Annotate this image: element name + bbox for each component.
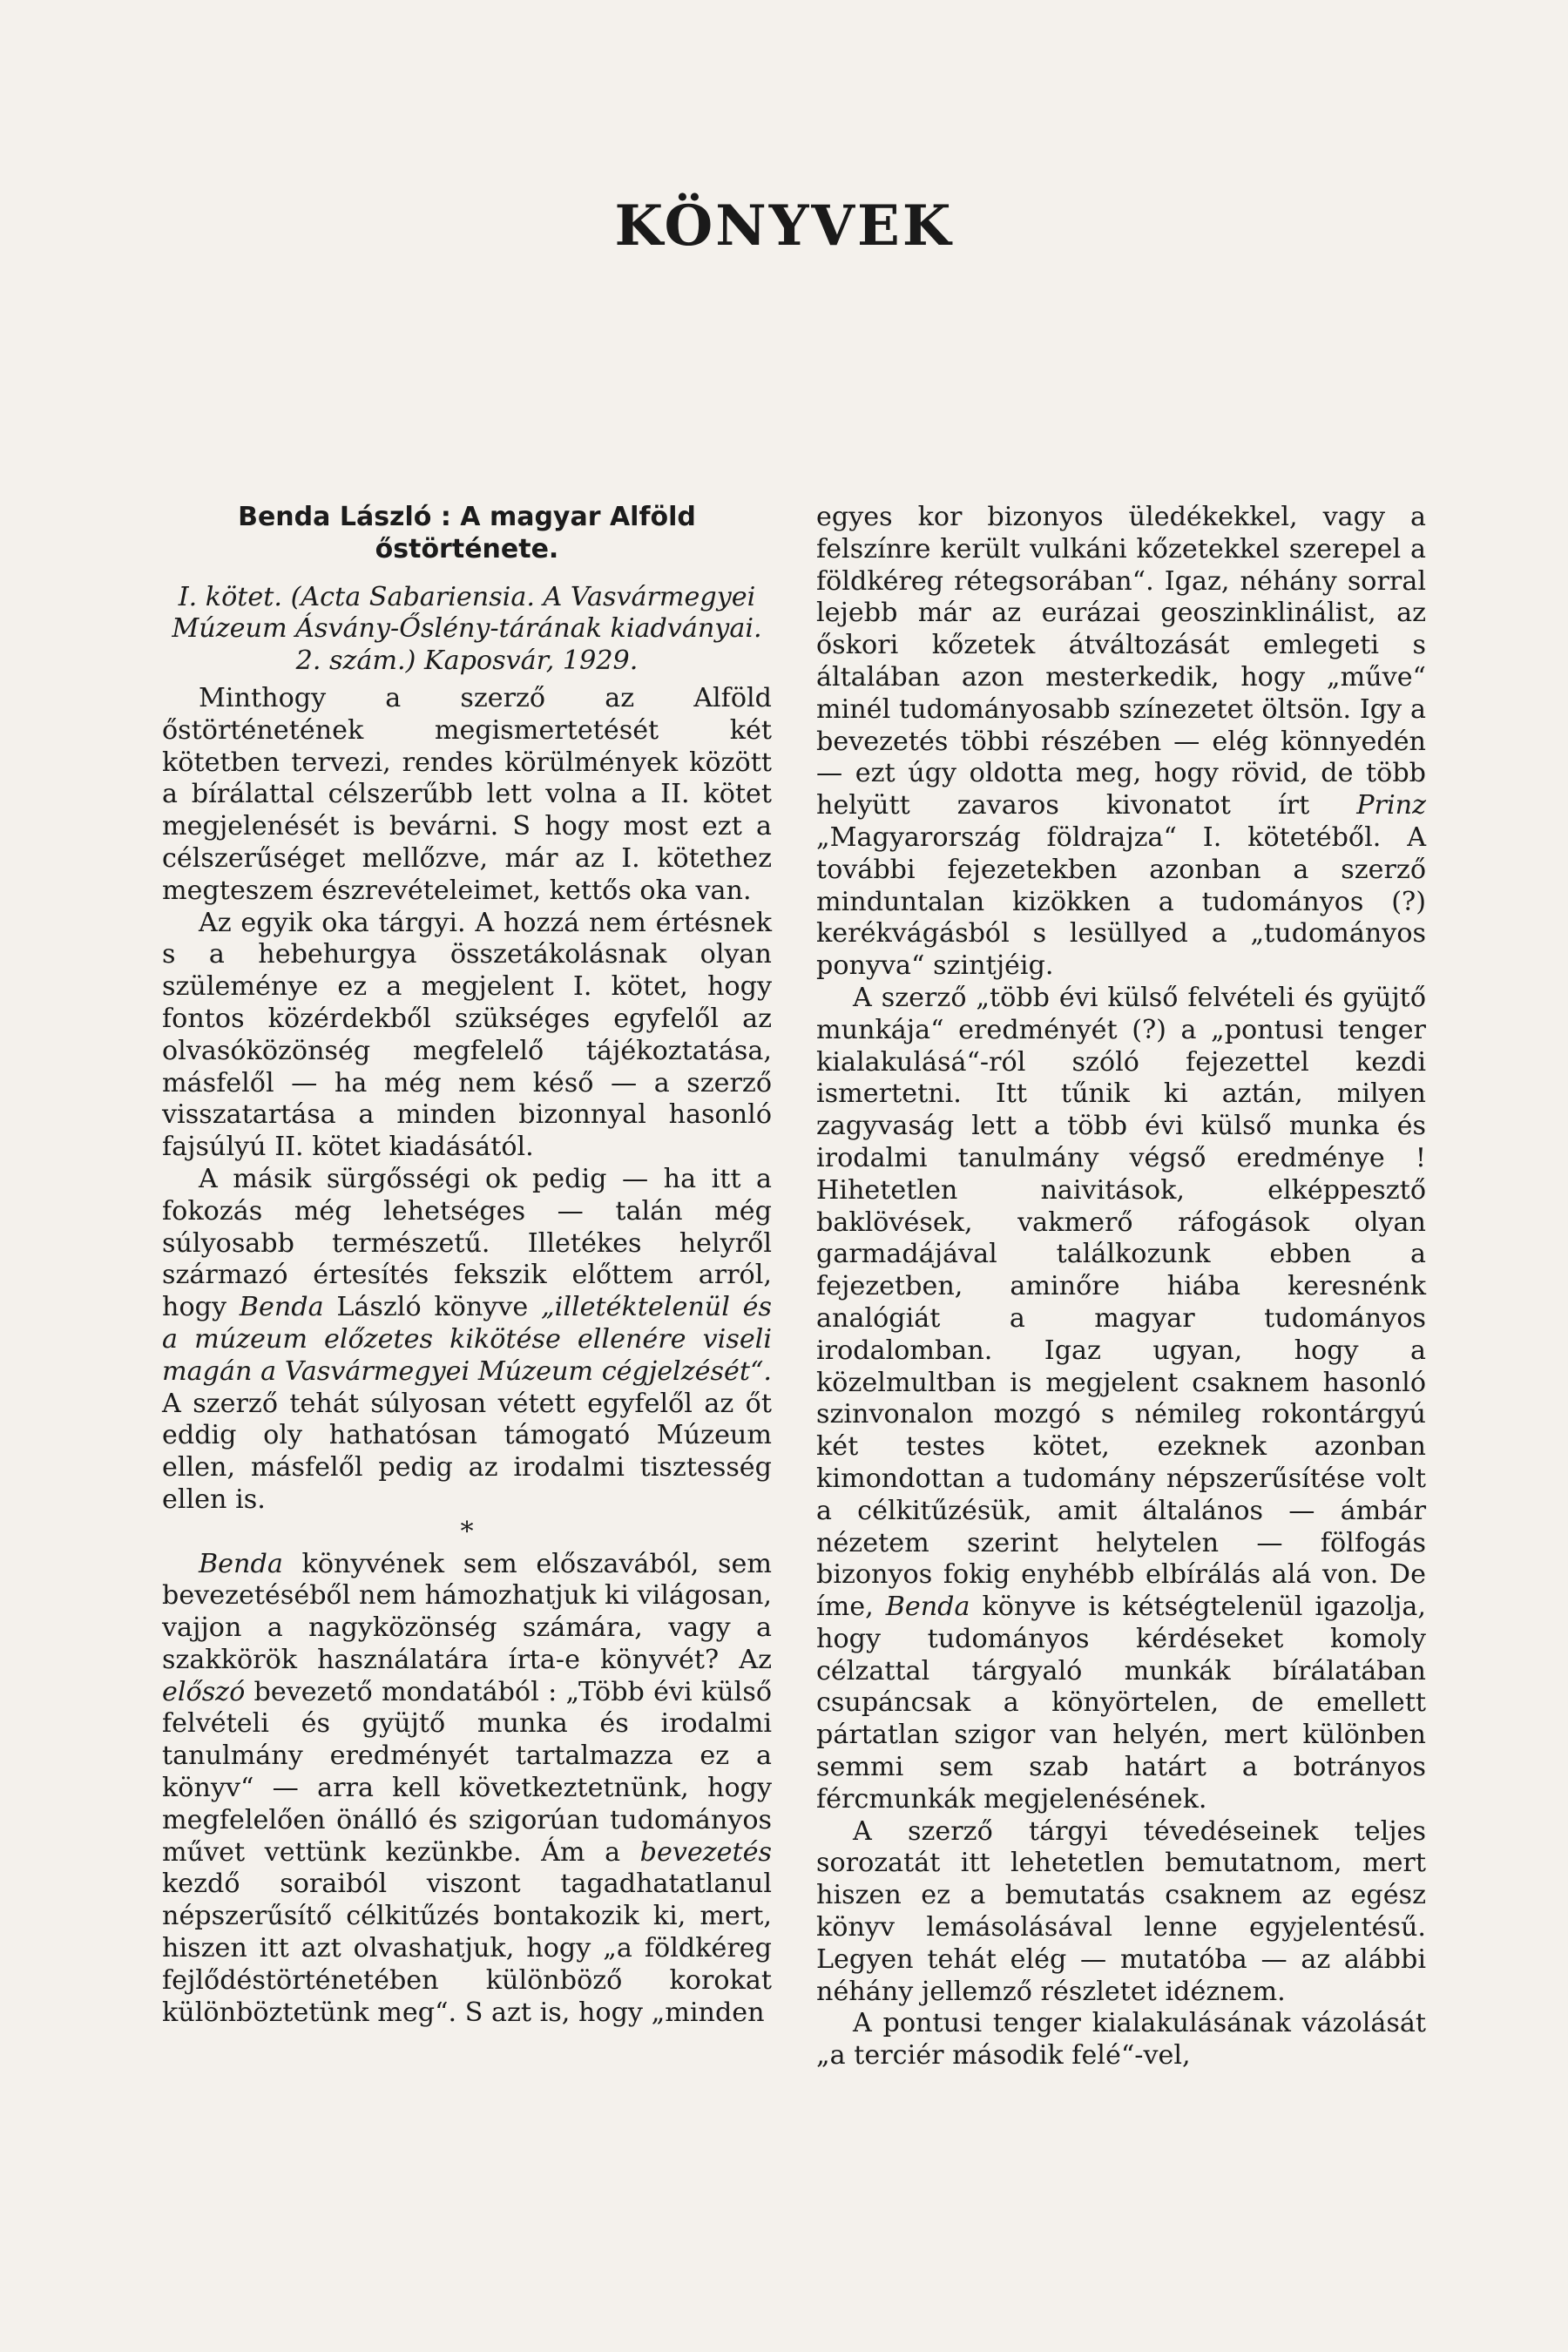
section-divider-star: * [460,1516,474,1547]
review-citation: I. kötet. (Acta Sabariensia. A Vasvármegyei Múzeum Ásvány-Őslény-tárának kiadványai. 2. szám.) Kaposvár, 1929. [172,581,762,677]
right-paragraph-3: A szerző tárgyi tévedéseinek teljes sorozatát itt lehetetlen bemutatnom, mert hiszen ez a bemutatás csaknem az egész könyv lemásolásával lenne egyjelentésű. Legyen tehát elég — mutatóba — az alábbi néhány jellemző részletet idéznem. [816,1815,1426,2007]
right-paragraph-2: A szerző „több évi külső felvételi és gyüjtő munkája“ eredményét (?) a „pontusi tenger kialakulásá“-ról szóló fejezettel kezdi ismertetni. Itt tűnik ki aztán, milyen zagyvaság lett a több évi külső munka és irodalmi tanulmány végső eredménye ! Hihetetlen naivitások, elképpesztő baklövések, vakmerő ráfogások olyan garmadájával találkozunk ebben a fejezetben, aminőre hiába keresnénk analógiát a magyar tudományos irodalomban. Igaz ugyan, hogy a közelmultban is megjelent csaknem hasonló szinvonalon mozgó s némileg rokontárgyú két testes kötet, ezeknek azonban kimondottan a tudomány népszerűsítése volt a célkitűzésük, amit általános — ámbár nézetem szerint helytelen — fölfogás bizonyos fokig enyhébb elbírálás alá von. De íme, Benda könyve is kétségtelenül igazolja, hogy tudományos kérdéseket komoly célzattal tárgyaló munkák bírálatában csupáncsak a könyörtelen, de emellett pártatlan szigor van helyén, mert különben semmi sem szab határt a botrányos fércmunkák megjelenésének. [816,982,1426,1815]
left-paragraph-4: Benda könyvének sem előszavából, sem bevezetéséből nem hámozhatjuk ki világosan, vajjon a nagyközönség számára, vagy a szakkörök használatára írta-e könyvét? Az előszó bevezető mondatából : „Több évi külső felvételi és gyüjtő munka és irodalmi tanulmány eredményét tartalmazza ez a könyv“ — arra kell következtetnünk, hogy megfelelően önálló és szigorúan tudományos művet vettünk kezünkbe. Ám a bevezetés kezdő soraiból viszont tagadhatatlanul népszerűsítő célkitűzés bontakozik ki, mert, hiszen itt azt olvashatjuk, hogy „a földkéreg fejlődéstörténetében különböző korokat különböztetünk meg“. S azt is, hogy „minden [162,1548,772,2028]
review-heading: Benda László : A magyar Alföld őstörténete. [238,502,696,564]
left-paragraph-1: Minthogy a szerző az Alföld őstörténetének megismertetését két kötetben tervezi, rendes körülmények között a bírálattal célszerűbb lett volna a II. kötet megjelenését is bevárni. S hogy most ezt a célszerűséget mellőzve, már az I. kötethez megteszem észrevételeimet, kettős oka van. [162,682,772,906]
left-column [162,502,772,2029]
right-column [816,502,1426,2072]
right-paragraph-1: egyes kor bizonyos üledékekkel, vagy a felszínre került vulkáni kőzetekkel szerepel a földkéreg rétegsorában“. Igaz, néhány sorral lejebb már az eurázai geoszinklinálist, az őskori kőzetek átváltozását emlegeti s általában azon mesterkedik, hogy „műve“ minél tudományosabb színezetet öltsön. Igy a bevezetés többi részében — elég könnyedén — ezt úgy oldotta meg, hogy rövid, de több helyütt zavaros kivonatot írt Prinz „Magyarország földrajza“ I. kötetéből. A további fejezetekben azonban a szerző minduntalan kizökken a tudományos (?) kerékvágásból s lesüllyed a „tudományos ponyva“ szintjéig. [816,502,1426,982]
page-title: KÖNYVEK [614,193,954,259]
right-paragraph-4: A pontusi tenger kialakulásának vázolását „a terciér második felé“-vel, [816,2008,1426,2072]
left-paragraph-2: Az egyik oka tárgyi. A hozzá nem értésnek s a hebehurgya összetákolásnak olyan szüleménye ez a megjelent I. kötet, hogy fontos közérdekből szükséges egyfelől az olvasóközönség megfelelő tájékoztatása, másfelől — ha még nem késő — a szerző visszatartása a minden bizonnyal hasonló fajsúlyú II. kötet kiadásától. [162,907,772,1163]
left-paragraph-3: A másik sürgősségi ok pedig — ha itt a fokozás még lehetséges — talán még súlyosabb természetű. Illetékes helyről származó értesítés fekszik előttem arról, hogy Benda László könyve „illetéktelenül és a múzeum előzetes kikötése ellenére viseli magán a Vasvármegyei Múzeum cégjelzését“. A szerző tehát súlyosan vétett egyfelől az őt eddig oly hathatósan támogató Múzeum ellen, másfelől pedig az irodalmi tisztesség ellen is. [162,1163,772,1515]
